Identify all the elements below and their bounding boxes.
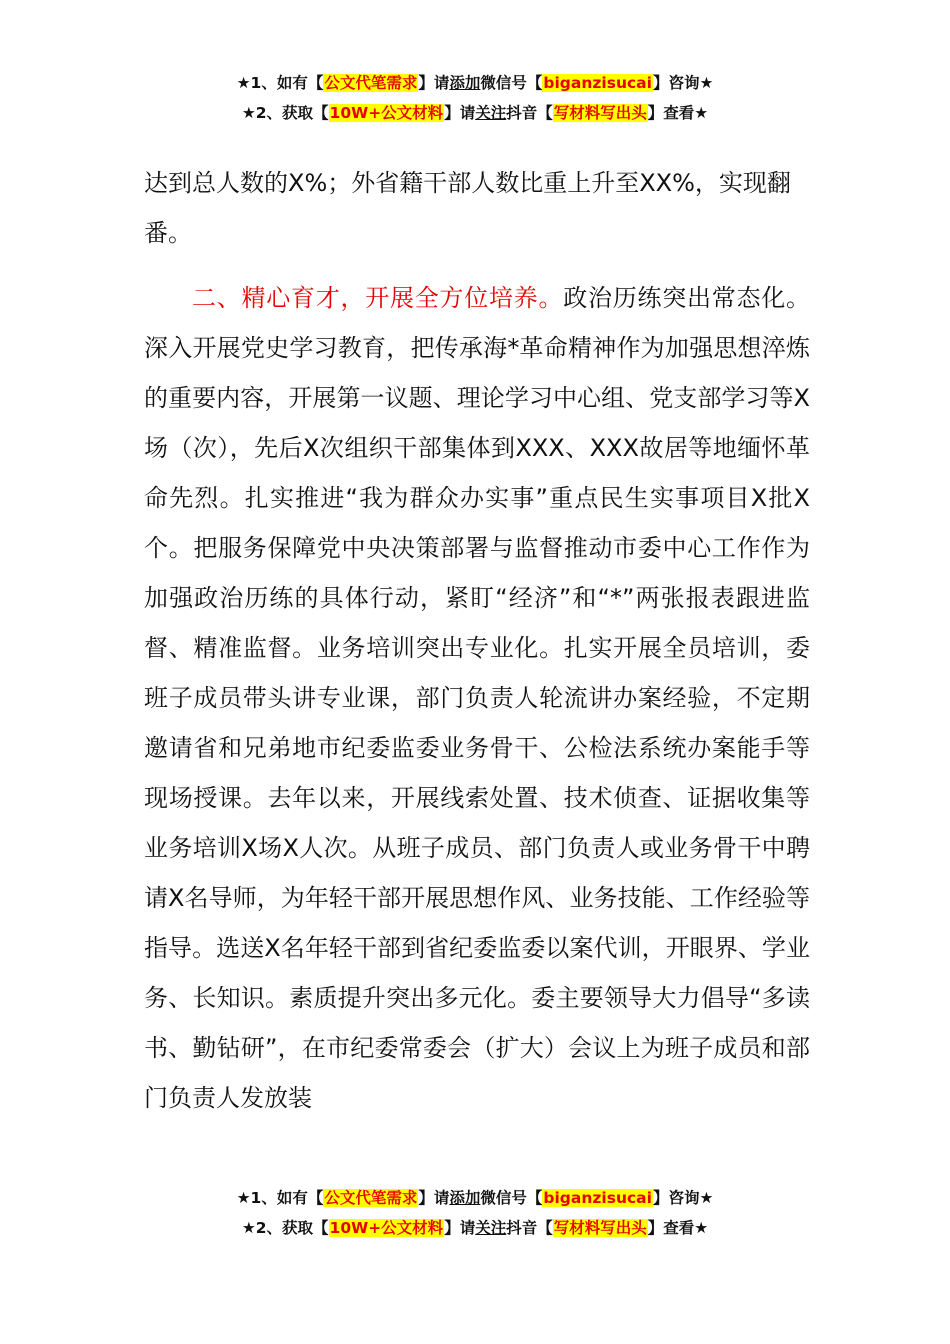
banner-text: 】请 xyxy=(418,1189,450,1207)
banner-text: 微信号【 xyxy=(480,74,543,92)
banner-text: 】请 xyxy=(418,74,450,92)
section-paragraph xyxy=(144,273,810,1123)
banner-text: ★2、获取【 xyxy=(241,104,329,122)
intro-paragraph: 达到总人数的X%；外省籍干部人数比重上升至XX%，实现翻番。 xyxy=(144,169,791,247)
section-heading: 二、精心育才，开展全方位培养。 xyxy=(192,284,564,312)
header-banner xyxy=(0,68,950,128)
highlight-text: 10W+公文材料 xyxy=(329,104,444,122)
underlined-text: 添加 xyxy=(449,1189,481,1207)
banner-text: 】查看★ xyxy=(647,1219,709,1237)
banner-text: 微信号【 xyxy=(480,1189,543,1207)
wechat-id: biganzisucai xyxy=(543,74,652,92)
douyin-account: 写材料写出头 xyxy=(553,104,647,122)
wechat-id: biganzisucai xyxy=(543,1189,652,1207)
banner-text: 】咨询★ xyxy=(652,1189,714,1207)
banner-text: 】请 xyxy=(444,1219,476,1237)
banner-text: ★1、如有【 xyxy=(236,74,324,92)
underlined-text: 关注 xyxy=(475,104,507,122)
banner-text: ★2、获取【 xyxy=(241,1219,329,1237)
banner-line-1 xyxy=(0,68,950,98)
banner-text: 】查看★ xyxy=(647,104,709,122)
banner-text: 抖音【 xyxy=(506,104,553,122)
banner-text: 】请 xyxy=(444,104,476,122)
banner-line-2 xyxy=(0,98,950,128)
banner-text: 】咨询★ xyxy=(652,74,714,92)
banner-line-2 xyxy=(0,1213,950,1243)
highlight-text: 公文代笔需求 xyxy=(324,74,418,92)
douyin-account: 写材料写出头 xyxy=(553,1219,647,1237)
banner-text: ★1、如有【 xyxy=(236,1189,324,1207)
highlight-text: 公文代笔需求 xyxy=(324,1189,418,1207)
banner-line-1 xyxy=(0,1183,950,1213)
footer-banner xyxy=(0,1183,950,1243)
highlight-text: 10W+公文材料 xyxy=(329,1219,444,1237)
underlined-text: 添加 xyxy=(449,74,481,92)
banner-text: 抖音【 xyxy=(506,1219,553,1237)
section-body: 政治历练突出常态化。深入开展党史学习教育，把传承海*革命精神作为加强思想淬炼的重要内容，开展第一议题、理论学习中心组、党支部学习等X场（次），先后X次组织干部集体到XXX、XXX故居等地缅怀革命先烈。扎实推进“我为群众办实事”重点民生实事项目X批X个。把服务保障党中央决策部署与监督推动市委中心工作作为加强政治历练的具体行动，紧盯“经济”和“*”两张报表跟进监督、精准监督。业务培训突出专业化。扎实开展全员培训，委班子成员带头讲专业课，部门负责人轮流讲办案经验，不定期邀请省和兄弟地市纪委监委业务骨干、公检法系统办案能手等现场授课。去年以来，开展线索处置、技术侦查、证据收集等业务培训X场X人次。从班子成员、部门负责人或业务骨干中聘请X名导师，为年轻干部开展思想作风、业务技能、工作经验等指导。选送X名年轻干部到省纪委监委以案代训，开眼界、学业务、长知识。素质提升突出多元化。委主要领导大力倡导“多读书、勤钻研”，在市纪委常委会（扩大）会议上为班子成员和部门负责人发放装 xyxy=(144,284,810,1112)
underlined-text: 关注 xyxy=(475,1219,507,1237)
